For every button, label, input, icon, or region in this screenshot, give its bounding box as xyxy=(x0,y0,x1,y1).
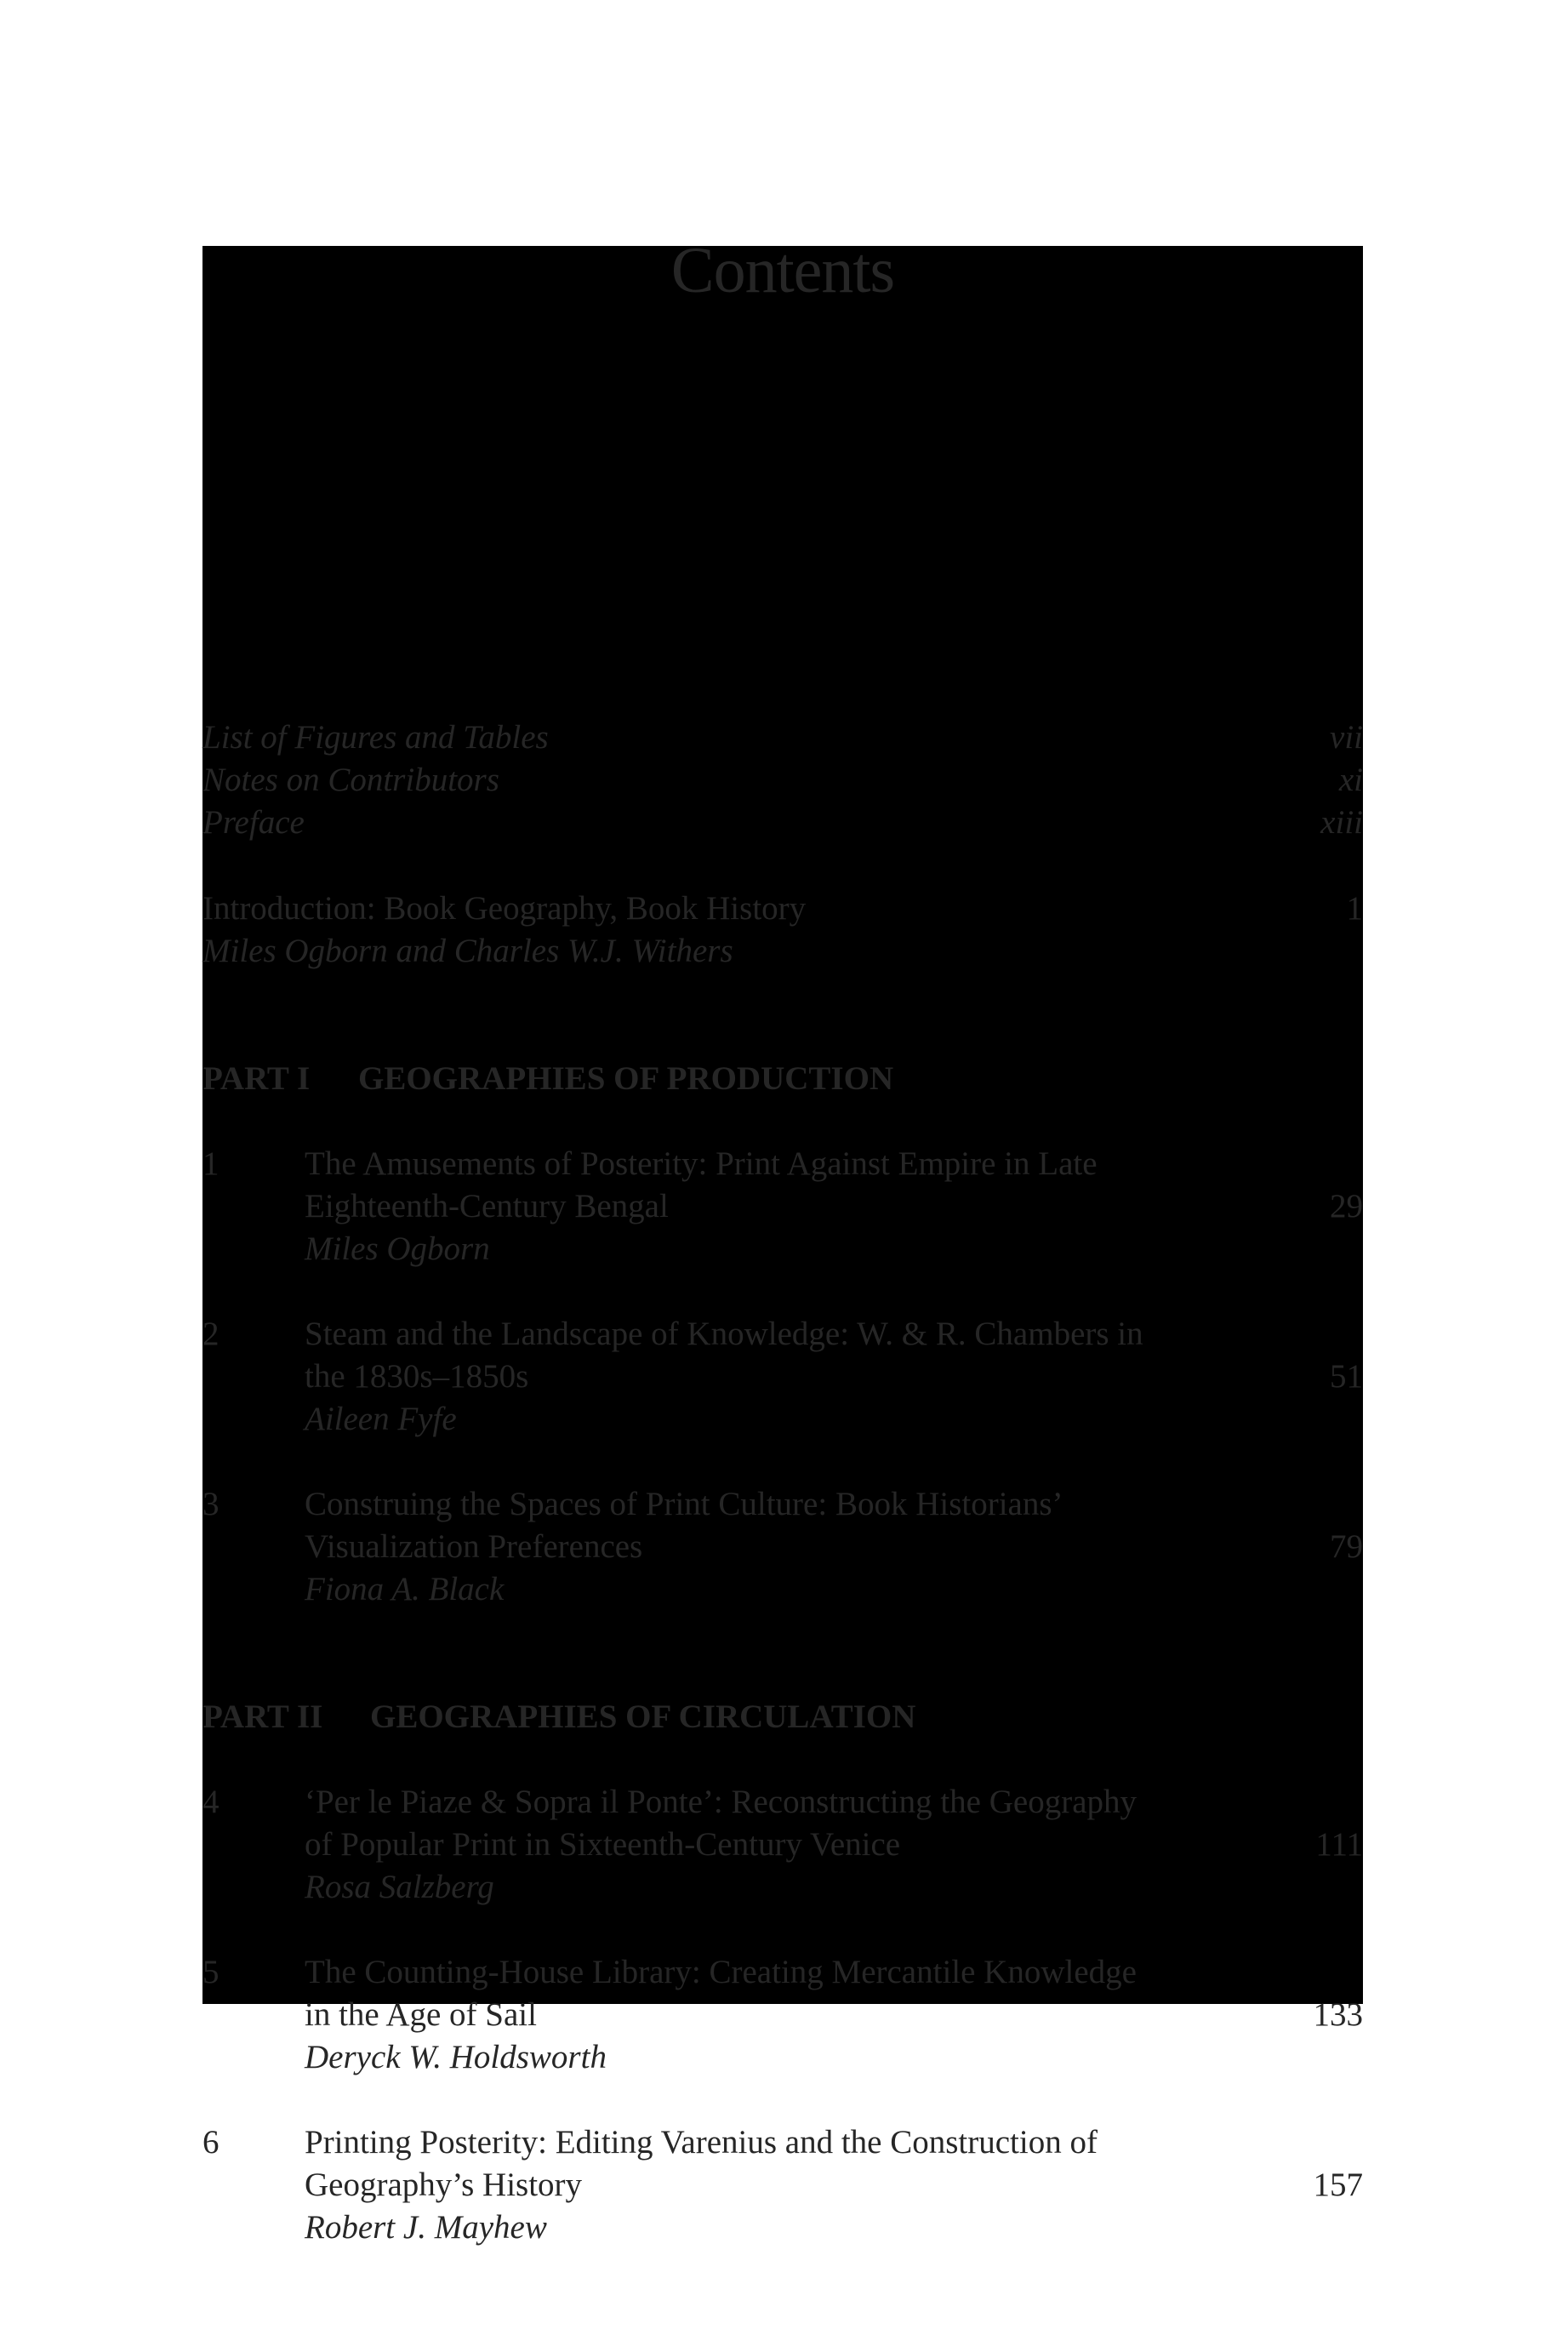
front-matter-label: List of Figures and Tables xyxy=(202,719,549,756)
chapter-number: 6 xyxy=(202,2124,220,2161)
chapter-author-row xyxy=(202,2036,1363,2079)
front-matter-item xyxy=(202,759,1363,802)
chapter-title-line xyxy=(202,1951,1363,1994)
chapter-number: 5 xyxy=(202,1954,220,1990)
page-number: xiii xyxy=(1320,804,1363,841)
chapter-author: Rosa Salzberg xyxy=(305,1869,494,1905)
chapter-title: Steam and the Landscape of Knowledge: W. & R. Chambers in xyxy=(305,1316,1143,1352)
chapter-author-row xyxy=(202,1568,1363,1611)
page-number: 111 xyxy=(1315,1826,1363,1863)
page-number: 29 xyxy=(1330,1188,1363,1225)
part-heading xyxy=(202,1058,1363,1100)
part-heading xyxy=(202,1696,1363,1738)
chapter-title-line xyxy=(202,2121,1363,2164)
introduction-authors: Miles Ogborn and Charles W.J. Withers xyxy=(202,933,733,969)
chapter-title-line xyxy=(202,1994,1363,2036)
page-title: Contents xyxy=(670,235,895,306)
chapter-number: 2 xyxy=(202,1316,220,1352)
page-number: vii xyxy=(1330,719,1363,756)
chapter-title: ‘Per le Piaze & Sopra il Ponte’: Reconstructing the Geography xyxy=(305,1784,1138,1820)
chapter-number: 4 xyxy=(202,1784,220,1820)
chapter-author: Aileen Fyfe xyxy=(305,1401,457,1437)
front-matter-label: Preface xyxy=(202,804,305,841)
page-number: 51 xyxy=(1330,1358,1363,1395)
chapter-title-line xyxy=(202,1313,1363,1356)
chapter-title: Printing Posterity: Editing Varenius and the Construction of xyxy=(305,2124,1098,2161)
chapter-author-row xyxy=(202,1866,1363,1909)
chapter-title-line xyxy=(202,1781,1363,1824)
front-matter-label: Notes on Contributors xyxy=(202,762,499,798)
page-number: 133 xyxy=(1313,1996,1363,2033)
chapter-title: Eighteenth-Century Bengal xyxy=(305,1188,669,1225)
chapter-author: Fiona A. Black xyxy=(305,1571,505,1607)
chapter-title: Geography’s History xyxy=(305,2166,583,2203)
part-label: PART I xyxy=(202,1060,311,1097)
chapter-title: the 1830s–1850s xyxy=(305,1358,529,1395)
introduction-title: Introduction: Book Geography, Book History xyxy=(202,890,807,927)
chapter-title-line xyxy=(202,2164,1363,2206)
chapter-title-line xyxy=(202,1526,1363,1568)
part-title: GEOGRAPHIES OF CIRCULATION xyxy=(370,1698,916,1735)
chapter-author: Miles Ogborn xyxy=(305,1230,490,1267)
page-number: 79 xyxy=(1330,1528,1363,1565)
chapter-title: The Amusements of Posterity: Print Against Empire in Late xyxy=(305,1145,1098,1182)
part-label: PART II xyxy=(202,1698,323,1735)
chapter-title: Visualization Preferences xyxy=(305,1528,643,1565)
chapter-number: 3 xyxy=(202,1486,220,1522)
chapter-title: of Popular Print in Sixteenth-Century Venice xyxy=(305,1826,901,1863)
chapter-title-line xyxy=(202,1356,1363,1398)
introduction-entry xyxy=(202,888,1363,930)
page-number: 1 xyxy=(1346,890,1363,927)
chapter-title: The Counting-House Library: Creating Mercantile Knowledge xyxy=(305,1954,1137,1990)
chapter-title: Construing the Spaces of Print Culture: Book Historians’ xyxy=(305,1486,1063,1522)
chapter-title-line xyxy=(202,1185,1363,1228)
page-number: xi xyxy=(1338,762,1363,798)
chapter-title-line xyxy=(202,1483,1363,1526)
page-number: 157 xyxy=(1313,2166,1363,2203)
chapter-author-row xyxy=(202,1398,1363,1441)
chapter-author-row xyxy=(202,2206,1363,2249)
chapter-number: 1 xyxy=(202,1145,220,1182)
introduction-authors-row xyxy=(202,930,1363,973)
chapter-title: in the Age of Sail xyxy=(305,1996,537,2033)
front-matter-item xyxy=(202,716,1363,759)
chapter-author-row xyxy=(202,1228,1363,1270)
chapter-title-line xyxy=(202,1824,1363,1866)
chapter-author: Deryck W. Holdsworth xyxy=(305,2039,607,2075)
front-matter-item xyxy=(202,802,1363,844)
part-title: GEOGRAPHIES OF PRODUCTION xyxy=(358,1060,894,1097)
chapter-title-line xyxy=(202,1143,1363,1185)
chapter-author: Robert J. Mayhew xyxy=(305,2209,547,2246)
contents-panel xyxy=(202,235,1363,2246)
